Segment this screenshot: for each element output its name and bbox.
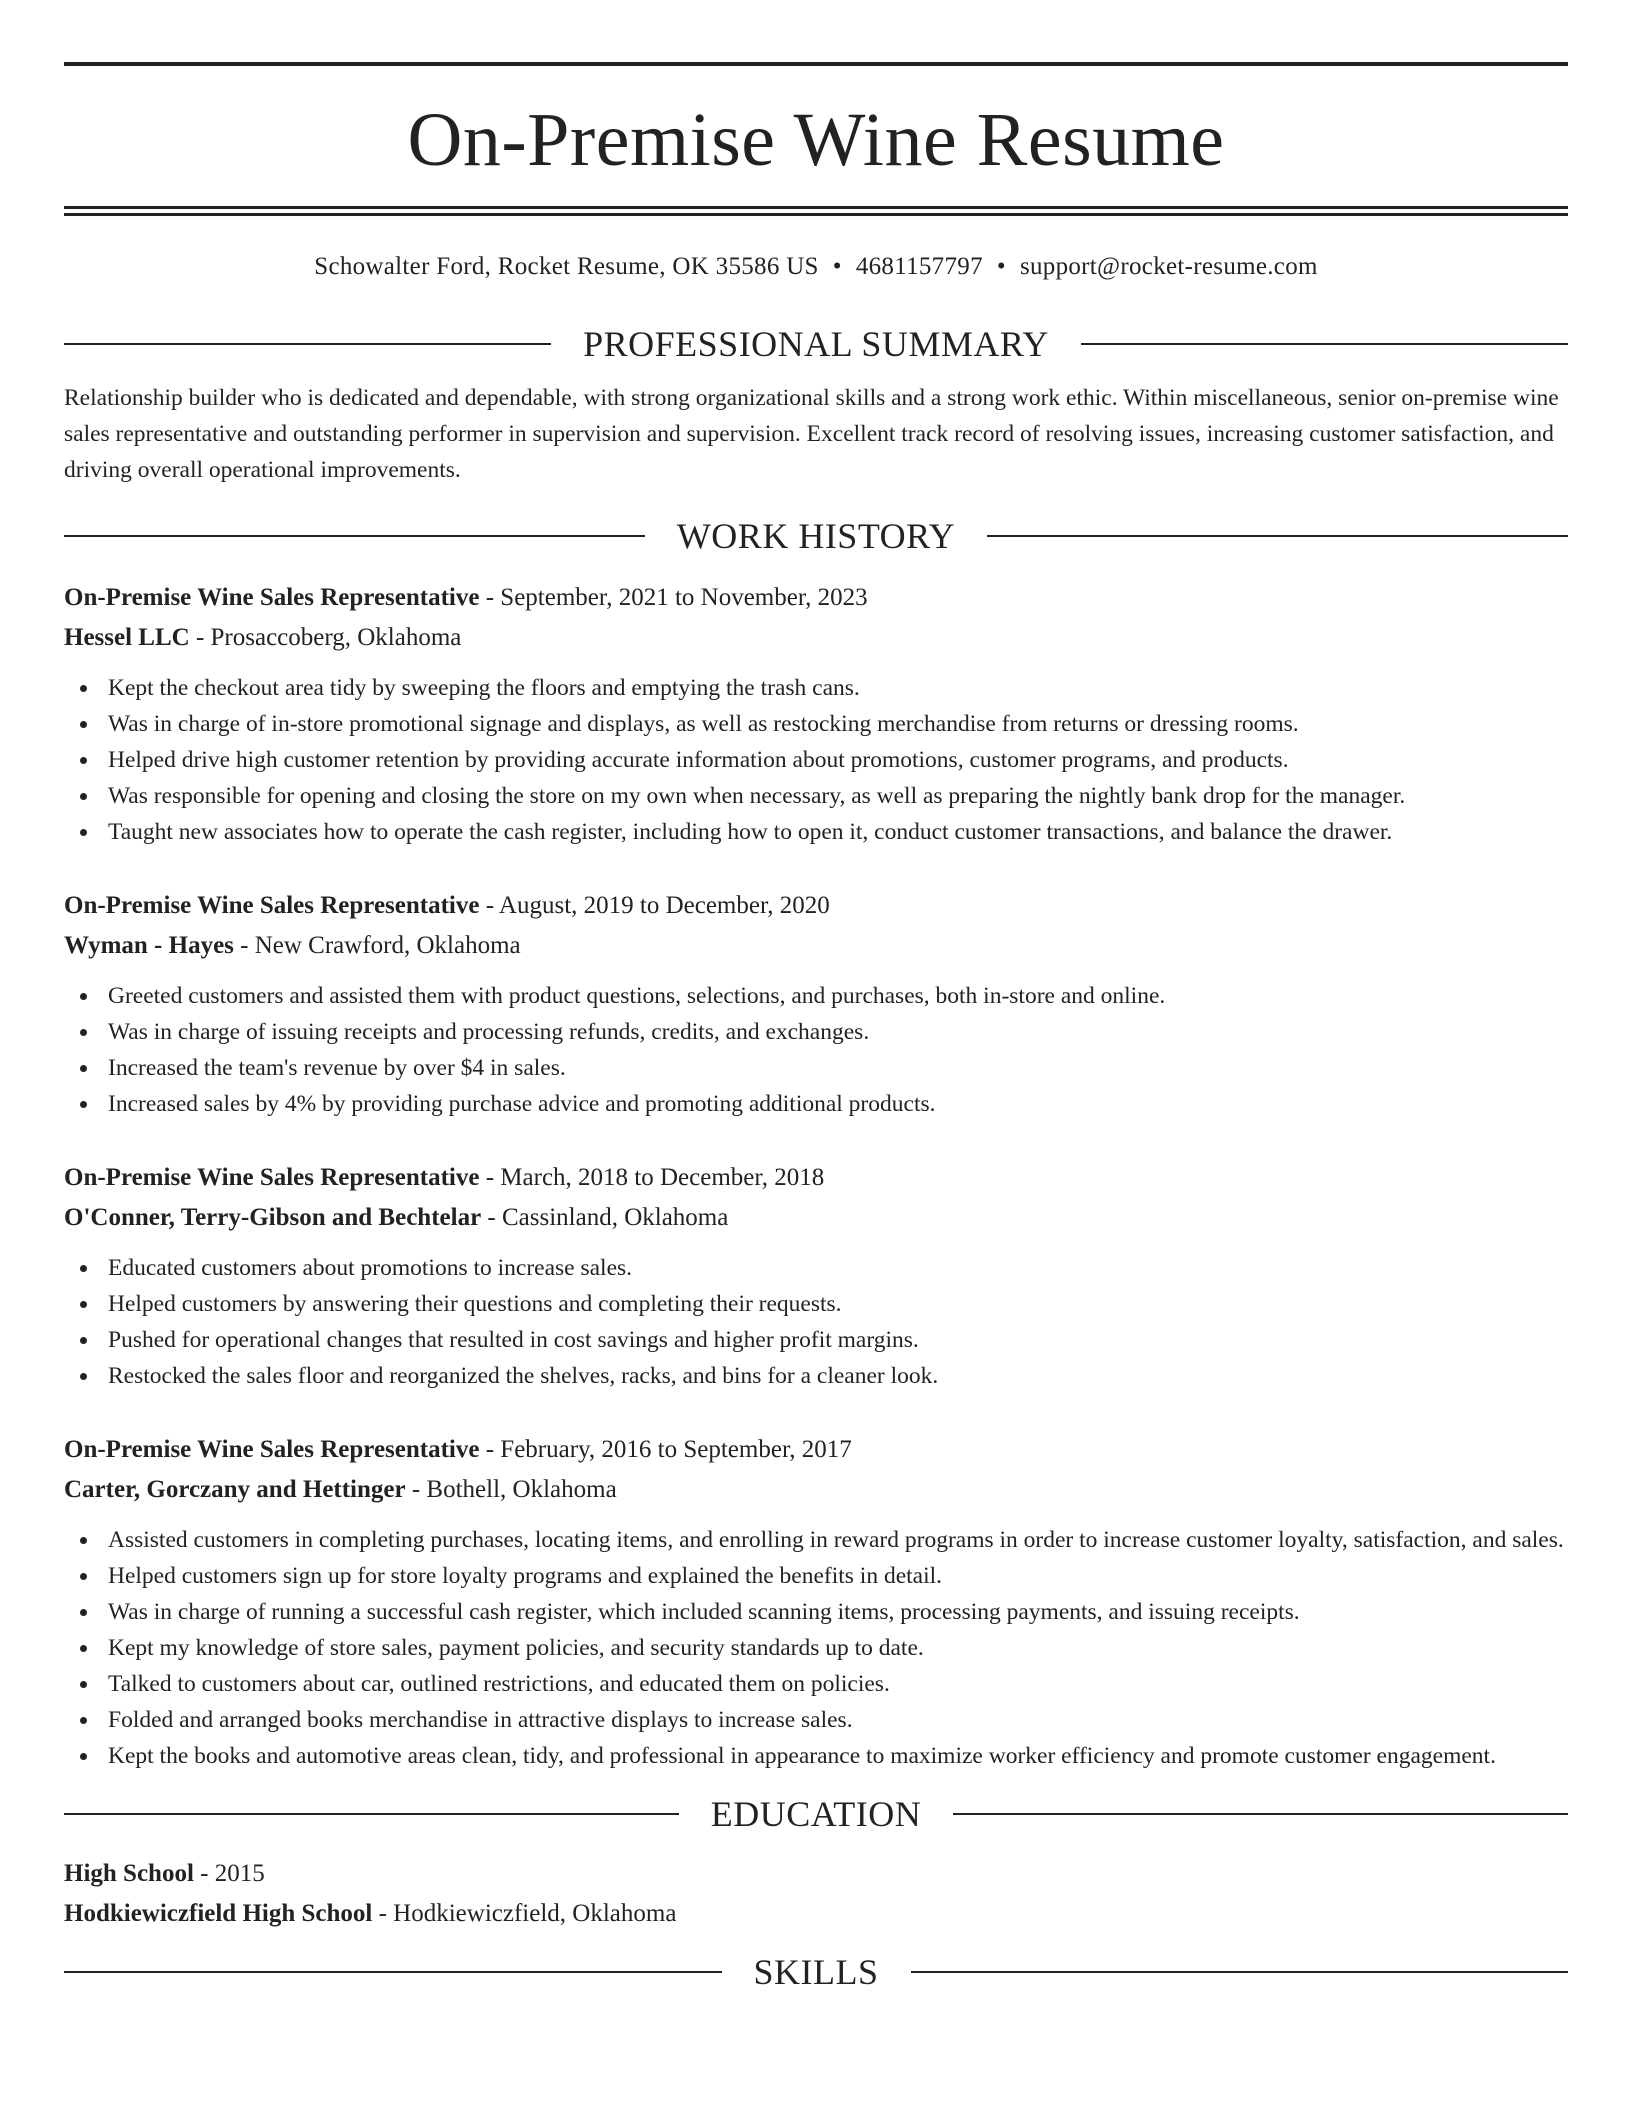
- job-bullets: [64, 670, 1568, 850]
- heading-rule: [64, 535, 645, 537]
- job-bullet: Folded and arranged books merchandise in attractive displays to increase sales.: [64, 1702, 1568, 1738]
- contact-email: support@rocket-resume.com: [1019, 253, 1318, 280]
- job-bullet: Kept the books and automotive areas clean, tidy, and professional in appearance to maximize worker efficiency and promote customer engagement.: [64, 1738, 1568, 1774]
- job-title-line: [64, 578, 1568, 618]
- job-dates: - September, 2021 to November, 2023: [479, 584, 868, 611]
- contact-line: [64, 252, 1568, 282]
- education-school: Hodkiewiczfield High School: [64, 1900, 373, 1927]
- job-company-line: [64, 1470, 1568, 1510]
- job-company-line: [64, 618, 1568, 658]
- heading-rule: [911, 1971, 1569, 1973]
- job-bullet: Helped drive high customer retention by providing accurate information about promotions, customer programs, and products.: [64, 742, 1568, 778]
- contact-separator: •: [832, 253, 842, 280]
- job-dates: - March, 2018 to December, 2018: [479, 1164, 825, 1191]
- job-bullet: Educated customers about promotions to increase sales.: [64, 1250, 1568, 1286]
- job-bullet: Was in charge of in-store promotional signage and displays, as well as restocking merchandise from returns or dressing rooms.: [64, 706, 1568, 742]
- job-bullet: Was responsible for opening and closing the store on my own when necessary, as well as preparing the nightly bank drop for the manager.: [64, 778, 1568, 814]
- job-title: On-Premise Wine Sales Representative: [64, 1436, 480, 1463]
- job-bullet: Increased sales by 4% by providing purchase advice and promoting additional products.: [64, 1086, 1568, 1122]
- job-company: Wyman - Hayes: [64, 932, 234, 959]
- heading-rule: [987, 535, 1568, 537]
- job-bullets: [64, 978, 1568, 1122]
- section-heading-education: [64, 1796, 1568, 1832]
- job-title-line: [64, 886, 1568, 926]
- contact-phone: 4681157797: [855, 253, 983, 280]
- section-heading-work-history: [64, 518, 1568, 554]
- education-degree: High School: [64, 1860, 194, 1887]
- contact-separator: •: [996, 253, 1006, 280]
- education-school-line: [64, 1894, 1568, 1934]
- job-entry: [64, 886, 1568, 1122]
- heading-rule: [64, 343, 551, 345]
- job-location: - New Crawford, Oklahoma: [233, 932, 521, 959]
- heading-rule: [953, 1813, 1568, 1815]
- job-dates: - February, 2016 to September, 2017: [479, 1436, 852, 1463]
- job-bullets: [64, 1522, 1568, 1774]
- job-location: - Bothell, Oklahoma: [405, 1476, 617, 1503]
- job-title: On-Premise Wine Sales Representative: [64, 584, 480, 611]
- job-bullet: Pushed for operational changes that resulted in cost savings and higher profit margins.: [64, 1322, 1568, 1358]
- job-entry: [64, 1430, 1568, 1774]
- heading-rule: [64, 1813, 679, 1815]
- job-bullet: Kept the checkout area tidy by sweeping the floors and emptying the trash cans.: [64, 670, 1568, 706]
- section-heading-summary: [64, 326, 1568, 362]
- education-degree-line: [64, 1854, 1568, 1894]
- job-title-line: [64, 1158, 1568, 1198]
- section-title: SKILLS: [753, 1952, 879, 1992]
- job-bullet: Assisted customers in completing purchases, locating items, and enrolling in reward programs in order to increase customer loyalty, satisfaction, and sales.: [64, 1522, 1568, 1558]
- job-company-line: [64, 1198, 1568, 1238]
- heading-rule: [64, 1971, 722, 1973]
- contact-address: Schowalter Ford, Rocket Resume, OK 35586 US: [314, 253, 819, 280]
- job-bullet: Was in charge of issuing receipts and processing refunds, credits, and exchanges.: [64, 1014, 1568, 1050]
- education-location: - Hodkiewiczfield, Oklahoma: [372, 1900, 677, 1927]
- job-entry: [64, 578, 1568, 850]
- job-company: Hessel LLC: [64, 624, 190, 651]
- job-bullet: Helped customers by answering their questions and completing their requests.: [64, 1286, 1568, 1322]
- job-company-line: [64, 926, 1568, 966]
- section-title: EDUCATION: [710, 1794, 922, 1834]
- job-bullet: Restocked the sales floor and reorganized the shelves, racks, and bins for a cleaner look.: [64, 1358, 1568, 1394]
- job-bullet: Increased the team's revenue by over $4 in sales.: [64, 1050, 1568, 1086]
- resume-title: On-Premise Wine Resume: [407, 98, 1225, 182]
- job-title-line: [64, 1430, 1568, 1470]
- section-title: PROFESSIONAL SUMMARY: [583, 324, 1049, 364]
- double-rule: [64, 206, 1568, 216]
- job-bullets: [64, 1250, 1568, 1394]
- job-bullet: Kept my knowledge of store sales, payment policies, and security standards up to date.: [64, 1630, 1568, 1666]
- job-company: Carter, Gorczany and Hettinger: [64, 1476, 406, 1503]
- section-title: WORK HISTORY: [676, 516, 956, 556]
- resume-page: [64, 0, 1568, 1990]
- heading-rule: [1081, 343, 1568, 345]
- job-location: - Cassinland, Oklahoma: [481, 1204, 729, 1231]
- job-bullet: Taught new associates how to operate the cash register, including how to open it, conduct customer transactions, and balance the drawer.: [64, 814, 1568, 850]
- job-location: - Prosaccoberg, Oklahoma: [189, 624, 462, 651]
- summary-text: Relationship builder who is dedicated and dependable, with strong organizational skills and a strong work ethic. Within miscellaneous, senior on-premise wine sales representative and outstanding performer in supervision and supervision. Excellent track record of resolving issues, increasing customer satisfaction, and driving overall operational improvements.: [64, 385, 1559, 483]
- job-bullet: Talked to customers about car, outlined restrictions, and educated them on policies.: [64, 1666, 1568, 1702]
- job-bullet: Greeted customers and assisted them with product questions, selections, and purchases, both in-store and online.: [64, 978, 1568, 1014]
- job-bullet: Was in charge of running a successful cash register, which included scanning items, processing payments, and issuing receipts.: [64, 1594, 1568, 1630]
- job-title: On-Premise Wine Sales Representative: [64, 1164, 480, 1191]
- education-year: - 2015: [193, 1860, 265, 1887]
- section-heading-skills: [64, 1954, 1568, 1990]
- job-bullet: Helped customers sign up for store loyalty programs and explained the benefits in detail.: [64, 1558, 1568, 1594]
- job-dates: - August, 2019 to December, 2020: [479, 892, 830, 919]
- job-entry: [64, 1158, 1568, 1394]
- job-title: On-Premise Wine Sales Representative: [64, 892, 480, 919]
- job-company: O'Conner, Terry-Gibson and Bechtelar: [64, 1204, 482, 1231]
- top-rule: [64, 62, 1568, 66]
